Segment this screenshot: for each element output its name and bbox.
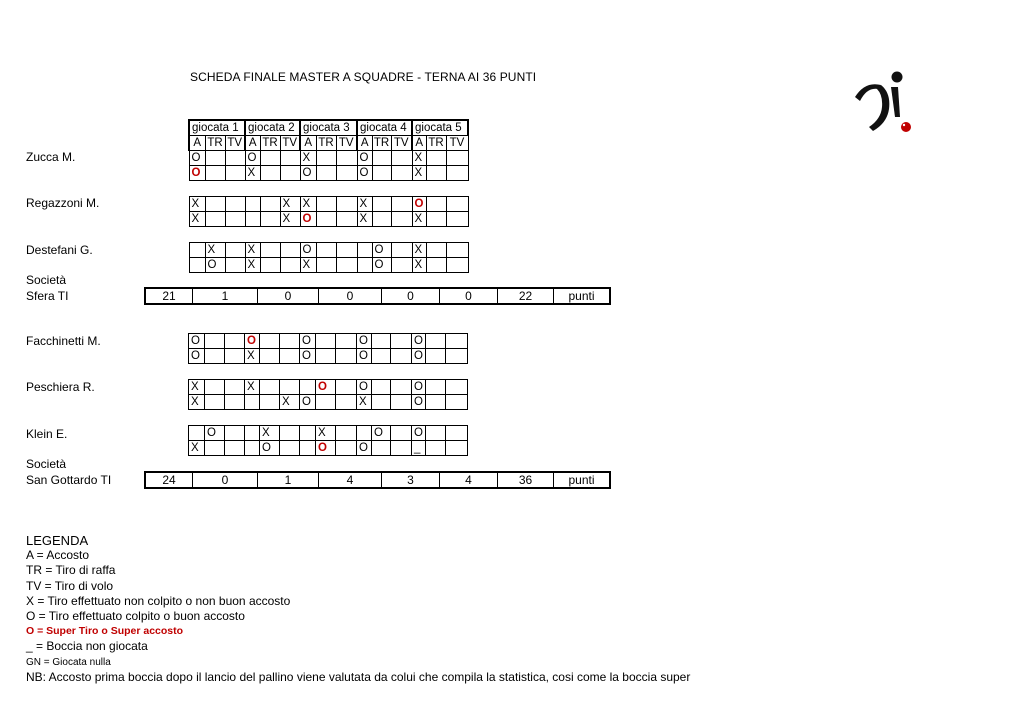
score-cell: 0 xyxy=(382,288,440,304)
throw-cell: X xyxy=(300,151,316,166)
throw-cell xyxy=(225,441,245,456)
throw-cell xyxy=(225,212,245,227)
throw-cell xyxy=(316,380,336,395)
sheet-title: SCHEDA FINALE MASTER A SQUADRE - TERNA AI 36 PUNTI xyxy=(190,70,537,84)
throw-cell xyxy=(446,380,468,395)
throw-cell xyxy=(446,395,468,410)
throw-cell xyxy=(391,212,412,227)
legend-item: X = Tiro effettuato non colpito o non buon accosto xyxy=(26,593,291,608)
throw-cell xyxy=(316,395,336,410)
team-label xyxy=(26,272,68,304)
throw-cell xyxy=(300,426,316,441)
throw-cell xyxy=(426,212,446,227)
throw-cell: X xyxy=(280,197,300,212)
score-cell: 36 xyxy=(498,472,554,488)
sub-header: TV xyxy=(336,136,357,151)
throw-cell: X xyxy=(300,197,316,212)
score-cell: 0 xyxy=(193,472,258,488)
throw-cell xyxy=(316,258,336,273)
sub-header: A xyxy=(189,136,205,151)
throw-cell xyxy=(357,258,372,273)
throw-cell xyxy=(205,441,225,456)
throw-cell xyxy=(336,380,357,395)
score-cell: 22 xyxy=(498,288,554,304)
throw-cell xyxy=(372,197,391,212)
throw-cell: X xyxy=(189,395,205,410)
throw-cell: X xyxy=(412,243,426,258)
throw-cell xyxy=(372,441,391,456)
throw-cell xyxy=(426,334,446,349)
throw-cell: O xyxy=(412,349,426,364)
throw-cell xyxy=(316,243,336,258)
throw-cell xyxy=(225,334,245,349)
throw-cell xyxy=(336,395,357,410)
throw-cell: X xyxy=(412,151,426,166)
throw-cell xyxy=(446,197,468,212)
throw-cell: X xyxy=(357,395,372,410)
player-name: Regazzoni M. xyxy=(26,196,100,210)
throw-cell xyxy=(426,166,446,181)
throw-cell xyxy=(300,441,316,456)
table-row xyxy=(189,166,468,181)
score-cell: 1 xyxy=(258,472,319,488)
spacer xyxy=(189,410,468,426)
throw-cell xyxy=(189,166,205,181)
throw-cell: O xyxy=(260,441,280,456)
player-name: Destefani G. xyxy=(26,243,93,257)
table-row xyxy=(189,426,468,441)
team-1-grid xyxy=(188,119,469,273)
throw-cell xyxy=(391,243,412,258)
throw-cell xyxy=(336,349,357,364)
legend-item: _ = Boccia non giocata xyxy=(26,639,148,654)
sub-header: TR xyxy=(373,136,390,149)
throw-cell xyxy=(280,334,300,349)
table-row xyxy=(189,395,468,410)
throw-cell xyxy=(336,243,357,258)
legend-super: O = Super Tiro o Super accosto xyxy=(26,625,184,638)
throw-cell xyxy=(446,334,468,349)
player-name: Klein E. xyxy=(26,427,68,441)
throw-cell: X xyxy=(300,258,316,273)
throw-cell xyxy=(446,426,468,441)
throw-cell xyxy=(372,380,391,395)
throw-cell: X xyxy=(357,212,372,227)
throw-cell: X xyxy=(357,197,372,212)
throw-cell: X xyxy=(245,349,260,364)
sub-header: TR xyxy=(260,136,280,151)
throw-cell xyxy=(446,349,468,364)
sub-header: TV xyxy=(446,136,468,151)
throw-cell xyxy=(426,441,446,456)
throw-cell xyxy=(446,212,468,227)
score-cell: 0 xyxy=(440,288,498,304)
throw-cell xyxy=(205,349,225,364)
sub-header: TR xyxy=(205,136,225,151)
sub-header: TV xyxy=(225,136,245,151)
table-row xyxy=(189,151,468,166)
giocata-header: giocata 5 xyxy=(412,120,468,136)
team-name: Sfera TI xyxy=(26,289,69,303)
throw-cell xyxy=(189,258,205,273)
throw-cell xyxy=(316,441,336,456)
throw-cell xyxy=(426,395,446,410)
throw-cell xyxy=(391,349,412,364)
sub-header: TR xyxy=(426,136,446,151)
throw-cell xyxy=(245,197,260,212)
bocce-player-logo xyxy=(851,69,919,135)
table-row xyxy=(189,380,468,395)
score-cell: 21 xyxy=(145,288,193,304)
throw-cell xyxy=(280,380,300,395)
throw-cell: X xyxy=(189,441,205,456)
throw-cell xyxy=(336,441,357,456)
legend-title: LEGENDA xyxy=(26,533,89,548)
team-1-score-row xyxy=(144,287,611,305)
team-2-grid xyxy=(188,333,468,456)
throw-cell xyxy=(260,151,280,166)
throw-cell xyxy=(426,349,446,364)
throw-cell xyxy=(300,212,316,227)
giocata-header: giocata 3 xyxy=(300,120,357,136)
throw-cell xyxy=(316,334,336,349)
throw-cell xyxy=(336,212,357,227)
throw-cell xyxy=(391,258,412,273)
super-mark: O xyxy=(318,441,327,454)
throw-cell: O xyxy=(300,349,316,364)
throw-cell xyxy=(245,426,260,441)
throw-cell xyxy=(205,334,225,349)
throw-cell xyxy=(260,197,280,212)
throw-cell xyxy=(280,166,300,181)
throw-cell: X xyxy=(412,212,426,227)
legend-gn: GN = Giocata nulla xyxy=(26,656,111,668)
throw-cell xyxy=(426,197,446,212)
throw-cell xyxy=(225,151,245,166)
score-cell: 0 xyxy=(319,288,382,304)
spacer xyxy=(189,181,468,197)
points-label: punti xyxy=(554,288,611,304)
throw-cell xyxy=(316,166,336,181)
spacer xyxy=(189,227,468,243)
throw-cell: X xyxy=(189,197,205,212)
throw-cell xyxy=(225,426,245,441)
sub-header: A xyxy=(245,136,260,151)
throw-cell: O xyxy=(300,166,316,181)
throw-cell: O xyxy=(357,151,372,166)
throw-cell xyxy=(260,258,280,273)
throw-cell: O xyxy=(189,349,205,364)
throw-cell: X xyxy=(316,426,336,441)
throw-cell: O xyxy=(300,395,316,410)
throw-cell xyxy=(260,212,280,227)
throw-cell xyxy=(245,334,260,349)
table-row xyxy=(189,349,468,364)
throw-cell: O xyxy=(372,258,391,273)
throw-cell: X xyxy=(280,395,300,410)
throw-cell xyxy=(260,243,280,258)
super-mark: O xyxy=(247,334,256,347)
table-row xyxy=(189,334,468,349)
table-row xyxy=(189,441,468,456)
throw-cell xyxy=(225,166,245,181)
super-mark: O xyxy=(318,380,327,393)
giocata-header: giocata 4 xyxy=(357,120,412,136)
throw-cell: O xyxy=(357,441,372,456)
throw-cell xyxy=(205,212,225,227)
throw-cell xyxy=(260,395,280,410)
throw-cell: O xyxy=(245,151,260,166)
throw-cell xyxy=(280,441,300,456)
score-cell: 4 xyxy=(440,472,498,488)
throw-cell xyxy=(446,151,468,166)
throw-cell: X xyxy=(189,380,205,395)
throw-cell: O xyxy=(300,243,316,258)
throw-cell xyxy=(225,380,245,395)
throw-cell: O xyxy=(372,426,391,441)
team-label-text: Società xyxy=(26,273,67,287)
throw-cell: O xyxy=(357,166,372,181)
throw-cell: O xyxy=(357,380,372,395)
throw-cell: _ xyxy=(412,441,426,456)
legend xyxy=(26,533,690,685)
throw-cell xyxy=(446,166,468,181)
super-mark: O xyxy=(302,212,312,225)
throw-cell xyxy=(336,334,357,349)
score-cell: 4 xyxy=(319,472,382,488)
throw-cell: X xyxy=(245,258,260,273)
throw-cell xyxy=(280,349,300,364)
legend-item: O = Tiro effettuato colpito o buon accosto xyxy=(26,609,245,624)
score-cell: 0 xyxy=(258,288,319,304)
throw-cell xyxy=(316,151,336,166)
throw-cell: O xyxy=(189,334,205,349)
throw-cell xyxy=(280,258,300,273)
table-row xyxy=(189,212,468,227)
throw-cell: X xyxy=(205,243,225,258)
throw-cell xyxy=(391,166,412,181)
throw-cell: O xyxy=(189,151,205,166)
throw-cell: O xyxy=(205,258,225,273)
throw-cell xyxy=(280,243,300,258)
throw-cell xyxy=(412,197,426,212)
throw-cell xyxy=(426,243,446,258)
sub-header: TV xyxy=(280,136,300,151)
throw-cell xyxy=(316,212,336,227)
throw-cell xyxy=(391,334,412,349)
throw-cell: X xyxy=(260,426,280,441)
throw-cell xyxy=(391,380,412,395)
throw-cell xyxy=(245,212,260,227)
throw-cell xyxy=(316,197,336,212)
throw-cell: X xyxy=(245,243,260,258)
throw-cell xyxy=(372,349,391,364)
throw-cell xyxy=(357,426,372,441)
throw-cell xyxy=(189,426,205,441)
throw-cell xyxy=(426,151,446,166)
throw-cell xyxy=(391,426,412,441)
score-cell: 3 xyxy=(382,472,440,488)
player-name: Peschiera R. xyxy=(26,380,95,394)
score-cell: 24 xyxy=(145,472,193,488)
sub-header: TR xyxy=(316,136,336,151)
throw-cell: O xyxy=(372,243,391,258)
throw-cell xyxy=(189,243,205,258)
throw-cell xyxy=(336,258,357,273)
table-row xyxy=(189,243,468,258)
points-label: punti xyxy=(554,472,611,488)
throw-cell xyxy=(426,258,446,273)
throw-cell: O xyxy=(300,334,316,349)
throw-cell: X xyxy=(189,212,205,227)
table-row xyxy=(189,197,468,212)
throw-cell xyxy=(260,334,280,349)
throw-cell xyxy=(205,395,225,410)
legend-nb: NB: Accosto prima boccia dopo il lancio del pallino viene valutata da colui che compila la statistica, cosi come la boccia super xyxy=(26,669,691,684)
throw-cell: O xyxy=(412,395,426,410)
throw-cell: X xyxy=(245,380,260,395)
super-mark: O xyxy=(191,166,201,179)
throw-cell xyxy=(245,441,260,456)
sub-header: A xyxy=(412,136,426,151)
throw-cell xyxy=(372,151,391,166)
throw-cell xyxy=(300,380,316,395)
throw-cell xyxy=(336,426,357,441)
throw-cell xyxy=(205,166,225,181)
throw-cell xyxy=(225,395,245,410)
throw-cell xyxy=(372,166,391,181)
team-2-score-row xyxy=(144,471,611,489)
legend-item: TV = Tiro di volo xyxy=(26,578,114,593)
throw-cell xyxy=(357,243,372,258)
throw-cell xyxy=(372,212,391,227)
throw-cell xyxy=(260,349,280,364)
throw-cell xyxy=(426,380,446,395)
score-cell: 1 xyxy=(193,288,258,304)
team-name: San Gottardo TI xyxy=(26,473,112,487)
throw-cell xyxy=(225,258,245,273)
throw-cell: O xyxy=(412,334,426,349)
table-row xyxy=(189,258,468,273)
legend-item: A = Accosto xyxy=(26,548,90,563)
throw-cell xyxy=(280,151,300,166)
throw-cell xyxy=(336,151,357,166)
throw-cell: X xyxy=(280,212,300,227)
throw-cell xyxy=(336,197,357,212)
throw-cell xyxy=(446,258,468,273)
throw-cell xyxy=(260,166,280,181)
throw-cell xyxy=(372,395,391,410)
legend-item: TR = Tiro di raffa xyxy=(26,563,116,578)
throw-cell: O xyxy=(357,349,372,364)
sub-header: A xyxy=(357,136,372,151)
throw-cell xyxy=(391,441,412,456)
player-name: Zucca M. xyxy=(26,150,76,164)
team-label-text: Società xyxy=(26,457,67,471)
throw-cell xyxy=(205,151,225,166)
throw-cell xyxy=(280,426,300,441)
throw-cell xyxy=(426,426,446,441)
throw-cell xyxy=(225,197,245,212)
throw-cell xyxy=(225,349,245,364)
throw-cell xyxy=(205,197,225,212)
giocata-header: giocata 1 xyxy=(189,120,245,136)
throw-cell xyxy=(316,349,336,364)
throw-cell: O xyxy=(205,426,225,441)
throw-cell: O xyxy=(412,426,426,441)
throw-cell xyxy=(260,380,280,395)
throw-cell: X xyxy=(412,258,426,273)
throw-cell: X xyxy=(245,166,260,181)
sub-header: TV xyxy=(391,136,412,151)
giocata-header: giocata 2 xyxy=(245,120,300,136)
throw-cell xyxy=(391,151,412,166)
throw-cell xyxy=(372,334,391,349)
throw-cell xyxy=(225,243,245,258)
throw-cell xyxy=(446,441,468,456)
sub-header: A xyxy=(300,136,316,151)
throw-cell: O xyxy=(412,380,426,395)
throw-cell: X xyxy=(412,166,426,181)
throw-cell xyxy=(336,166,357,181)
throw-cell xyxy=(391,395,412,410)
throw-cell: O xyxy=(357,334,372,349)
throw-cell xyxy=(205,380,225,395)
throw-cell xyxy=(391,197,412,212)
player-name: Facchinetti M. xyxy=(26,334,101,348)
team-label xyxy=(26,456,111,488)
throw-cell xyxy=(245,395,260,410)
super-mark: O xyxy=(414,197,424,210)
spacer xyxy=(189,364,468,380)
throw-cell xyxy=(446,243,468,258)
